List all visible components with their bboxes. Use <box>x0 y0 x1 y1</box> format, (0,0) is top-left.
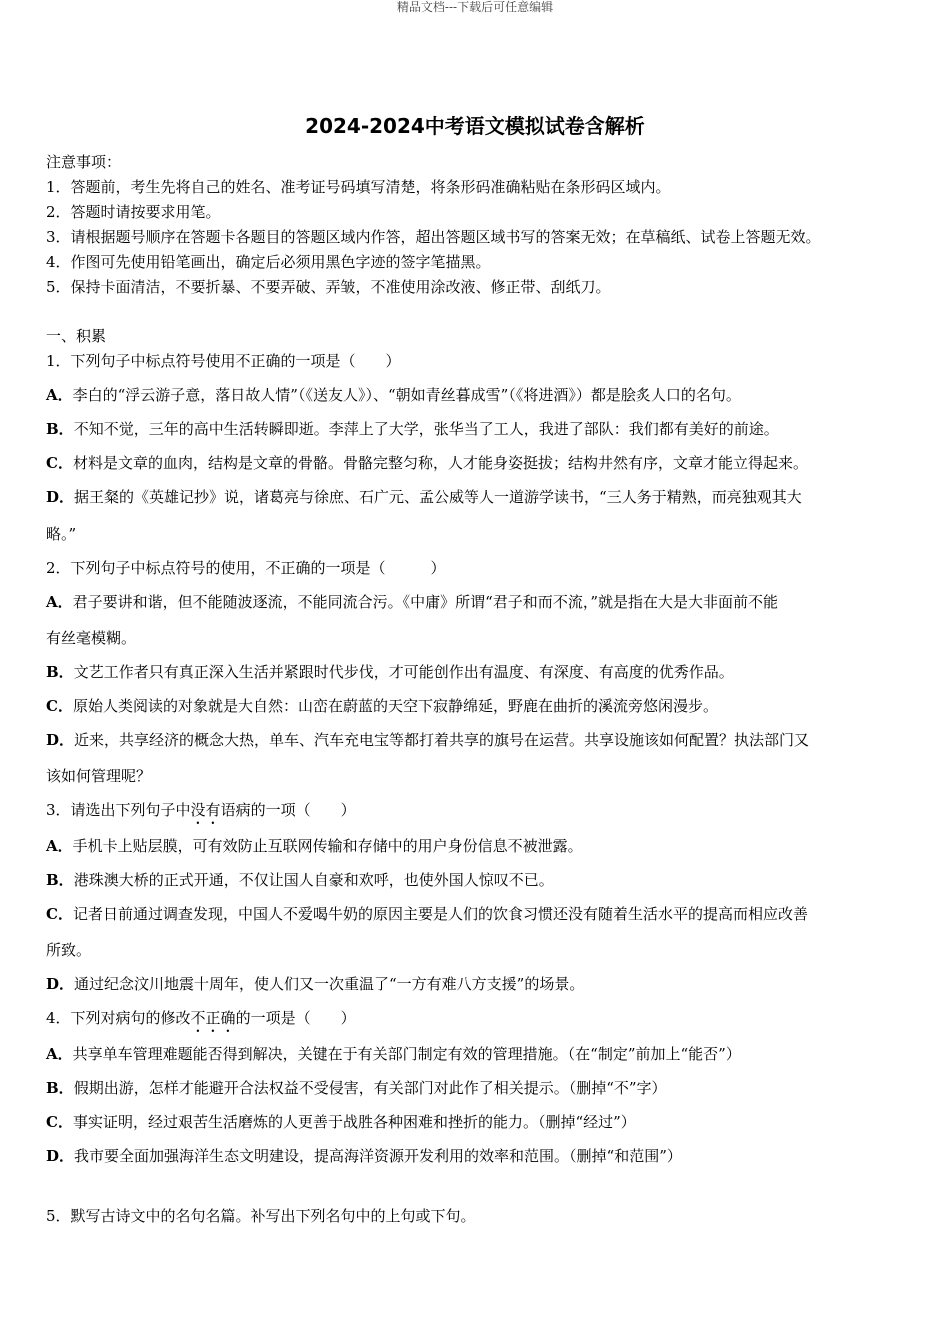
option-letter: D． <box>46 488 75 506</box>
option-letter: C． <box>46 1113 73 1131</box>
question-1-option-b <box>46 419 779 439</box>
option-text: 李白的“浮云游子意，落日故人情”（《送友人》）、“朝如青丝暮成雪”（《将进酒》）都是脍炙人口的名句。 <box>72 386 741 404</box>
option-text: 君子要讲和谐，但不能随波逐流，不能同流合污。《中庸》所谓“君子和而不流，”就是指在大是大非面前不能 <box>72 593 778 611</box>
question-1-stem: 1．下列句子中标点符号使用不正确的一项是（ ） <box>46 352 401 370</box>
option-text: 通过纪念汶川地震十周年，使人们又一次重温了“一方有难八方支援”的场景。 <box>74 975 585 993</box>
question-1-option-a <box>46 385 741 405</box>
option-text: 记者日前通过调查发现，中国人不爱喝牛奶的原因主要是人们的饮食习惯还没有随着生活水平的提高而相应改善 <box>72 905 808 923</box>
option-text: 我市要全面加强海洋生态文明建设，提高海洋资源开发利用的效率和范围。（删掉“和范围”） <box>74 1147 682 1165</box>
question-2-option-c <box>46 696 718 716</box>
question-4-option-b <box>46 1078 667 1098</box>
option-letter: D． <box>46 1147 75 1165</box>
option-letter: C． <box>46 454 73 472</box>
option-text: 文艺工作者只有真正深入生活并紧跟时代步伐，才可能创作出有温度、有深度、有高度的优秀作品。 <box>73 663 734 681</box>
option-text: 共享单车管理难题能否得到解决，关键在于有关部门制定有效的管理措施。（在“制定”前加上“能否”） <box>72 1045 741 1063</box>
question-2-option-b <box>46 662 734 682</box>
option-text: 近来，共享经济的概念大热，单车、汽车充电宝等都打着共享的旗号在运营。共享设施该如何配置？执法部门又 <box>74 731 810 749</box>
stem-text: 语病的一项（ ） <box>220 801 356 819</box>
option-letter: B． <box>46 663 74 681</box>
option-text: 材料是文章的血肉，结构是文章的骨骼。骨骼完整匀称，人才能身姿挺拔；结构井然有序，文章才能立得起来。 <box>72 454 808 472</box>
notice-item: 1．答题前，考生先将自己的姓名、准考证号码填写清楚，将条形码准确粘贴在条形码区域内。 <box>46 178 671 196</box>
option-text: 不知不觉，三年的高中生活转瞬即逝。李萍上了大学，张华当了工人，我进了部队：我们都有美好的前途。 <box>73 420 779 438</box>
question-2-option-d <box>46 730 809 750</box>
option-text: 据王粲的《英雄记抄》说，诸葛亮与徐庶、石广元、孟公威等人一道游学读书，“三人务于精熟，而亮独观其大 <box>74 488 802 506</box>
option-letter: A． <box>46 837 73 855</box>
question-2-option-a-continued: 有丝毫模糊。 <box>46 629 137 647</box>
question-1-option-c <box>46 453 808 473</box>
header-note: 精品文档---下载后可任意编辑 <box>396 0 554 14</box>
emphasized-word: 没有 <box>190 801 221 819</box>
notice-heading: 注意事项： <box>46 153 122 171</box>
option-letter: B． <box>46 871 74 889</box>
document-title: 2024-2024中考语文模拟试卷含解析 <box>305 114 645 138</box>
option-letter: A． <box>46 1045 73 1063</box>
question-1-option-d-continued: 略。” <box>46 525 77 543</box>
question-5-stem: 5．默写古诗文中的名句名篇。补写出下列名句中的上句或下句。 <box>46 1207 476 1225</box>
option-letter: D． <box>46 975 75 993</box>
notice-item: 4．作图可先使用铅笔画出，确定后必须用黑色字迹的签字笔描黑。 <box>46 253 491 271</box>
stem-text: 4．下列对病句的修改 <box>46 1009 191 1027</box>
question-3-stem <box>46 800 356 828</box>
question-3-option-a <box>46 836 583 856</box>
option-text: 港珠澳大桥的正式开通，不仅让国人自豪和欢呼，也使外国人惊叹不已。 <box>73 871 554 889</box>
notice-item: 2．答题时请按要求用笔。 <box>46 203 221 221</box>
question-1-option-d <box>46 487 802 507</box>
option-text: 假期出游，怎样才能避开合法权益不受侵害，有关部门对此作了相关提示。（删掉“不”字） <box>73 1079 667 1097</box>
notice-item: 3．请根据题号顺序在答题卡各题目的答题区域内作答，超出答题区域书写的答案无效；在草稿纸、试卷上答题无效。 <box>46 228 821 246</box>
question-3-option-c-continued: 所致。 <box>46 941 92 959</box>
option-letter: B． <box>46 420 74 438</box>
option-text: 原始人类阅读的对象就是大自然：山峦在蔚蓝的天空下寂静绵延，野鹿在曲折的溪流旁悠闲漫步。 <box>72 697 718 715</box>
option-text: 事实证明，经过艰苦生活磨炼的人更善于战胜各种困难和挫折的能力。（删掉“经过”） <box>72 1113 636 1131</box>
option-letter: A． <box>46 593 73 611</box>
question-4-option-c <box>46 1112 636 1132</box>
question-4-stem <box>46 1008 356 1036</box>
question-3-option-c <box>46 904 808 924</box>
question-3-option-b <box>46 870 554 890</box>
question-2-stem: 2．下列句子中标点符号的使用，不正确的一项是（ ） <box>46 559 446 577</box>
stem-text: 3．请选出下列句子中 <box>46 801 191 819</box>
question-2-option-a <box>46 592 778 612</box>
option-text: 手机卡上贴层膜，可有效防止互联网传输和存储中的用户身份信息不被泄露。 <box>72 837 583 855</box>
option-letter: C． <box>46 905 73 923</box>
question-2-option-d-continued: 该如何管理呢？ <box>46 767 152 785</box>
question-4-option-a <box>46 1044 741 1064</box>
question-4-option-d <box>46 1146 682 1166</box>
question-3-option-d <box>46 974 584 994</box>
stem-text: 的一项是（ ） <box>235 1009 356 1027</box>
option-letter: A． <box>46 386 73 404</box>
option-letter: B． <box>46 1079 74 1097</box>
section-heading: 一、积累 <box>46 327 107 345</box>
notice-item: 5．保持卡面清洁，不要折暴、不要弄破、弄皱，不准使用涂改液、修正带、刮纸刀。 <box>46 278 611 296</box>
option-letter: D． <box>46 731 75 749</box>
emphasized-word: 不正确 <box>190 1009 236 1027</box>
option-letter: C． <box>46 697 73 715</box>
